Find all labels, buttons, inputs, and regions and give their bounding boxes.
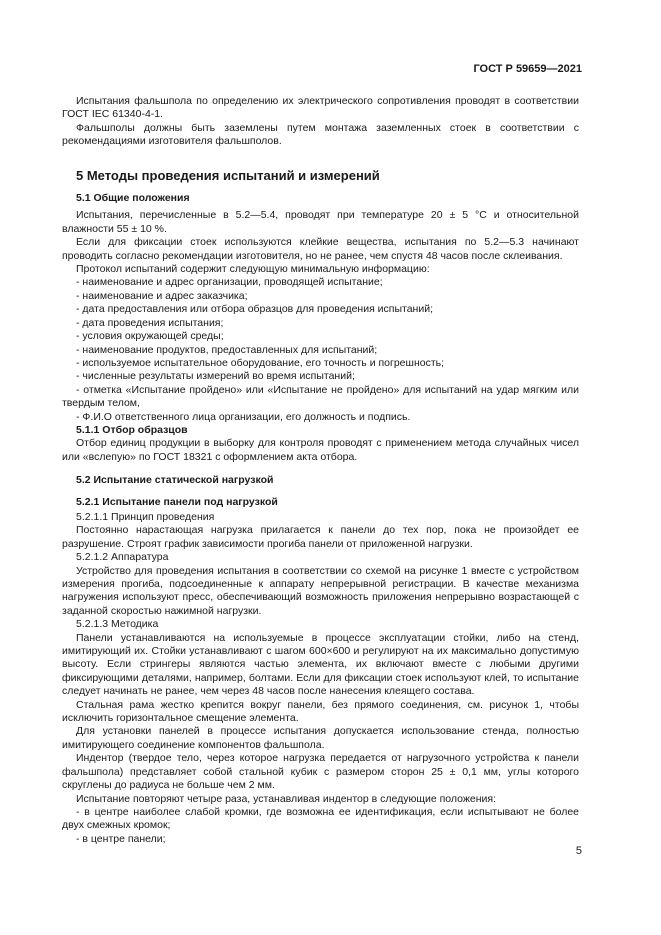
section-5-2-1-2-paragraph: Устройство для проведения испытания в соответствии со схемой на рисунке 1 вместе с устройством измерения прогиба, подсоединенные к аппарату непрерывной регистрации. В качестве механизма нагружения используют пресс, обеспечивающий возможность приложения непрерывно возрастающей с заданной скоростью нажимной нагрузки. [62, 564, 579, 617]
document-code-header: ГОСТ Р 59659—2021 [473, 63, 582, 75]
section-5-2-1-3-paragraph-3: Для установки панелей в процессе испытания допускается использование стенда, полностью имитирующего соединение компонентов фальшпола. [62, 725, 579, 751]
section-5-1-heading: 5.1 Общие положения [76, 192, 190, 205]
intro-paragraph-1: Испытания фальшпола по определению их электрического сопротивления проводят в соответствии ГОСТ IEC 61340-4-1. [62, 95, 579, 121]
page-content [62, 95, 579, 846]
section-5-2-1-3-heading: 5.2.1.3 Методика [76, 618, 159, 631]
protocol-list-item: - Ф.И.О ответственного лица организации, его должность и подпись. [76, 410, 411, 423]
protocol-list-item: - отметка «Испытание пройдено» или «Испытание не пройдено» для испытаний на удар мягким или твердым телом, [62, 383, 579, 410]
section-5-2-1-1-paragraph: Постоянно нарастающая нагрузка прилагается к панели до тех пор, пока не произойдет ее разрушение. Строят график зависимости прогиба панели от приложенной нагрузки. [62, 524, 579, 550]
protocol-list-item: - условия окружающей среды; [76, 330, 224, 343]
protocol-list-item: - численные результаты измерений во время испытаний; [76, 370, 355, 383]
section-5-2-1-heading: 5.2.1 Испытание панели под нагрузкой [76, 495, 278, 508]
section-5-2-1-2-heading: 5.2.1.2 Аппаратура [76, 551, 169, 564]
protocol-list-item: - наименование продуктов, предоставленных для испытаний; [76, 343, 378, 356]
section-5-1-paragraph-2: Если для фиксации стоек используются клейкие вещества, испытания по 5.2—5.3 начинают проводить согласно рекомендации изготовителя, но не ранее, чем спустя 48 часов после склеивания. [62, 236, 579, 262]
protocol-list-item: - дата предоставления или отбора образцов для проведения испытаний; [76, 303, 433, 316]
position-list-item: - в центре наиболее слабой кромки, где возможна ее идентификация, если испытывают не более двух смежных кромок; [62, 805, 579, 832]
section-5-1-paragraph-3: Протокол испытаний содержит следующую минимальную информацию: [76, 263, 430, 276]
protocol-list-item: - наименование и адрес заказчика; [76, 289, 248, 302]
section-5-2-1-3-paragraph-5: Испытание повторяют четыре раза, устанавливая индентор в следующие положения: [76, 792, 497, 805]
section-5-1-1-heading: 5.1.1 Отбор образцов [76, 423, 188, 436]
section-5-2-1-3-paragraph-2: Стальная рама жестко крепится вокруг панели, без прямого соединения, см. рисунок 1, чтобы исключить горизонтальное смещение элемента. [62, 698, 579, 725]
protocol-list-item: - наименование и адрес организации, проводящей испытание; [76, 276, 383, 289]
protocol-list-item: - используемое испытательное оборудование, его точность и погрешность; [76, 356, 445, 369]
section-5-2-heading: 5.2 Испытание статической нагрузкой [76, 474, 274, 487]
section-5-1-1-paragraph: Отбор единиц продукции в выборку для контроля проводят с применением метода случайных чисел или «вслепую» по ГОСТ 18321 с оформлением акта отбора. [62, 437, 579, 463]
intro-paragraph-2: Фальшполы должны быть заземлены путем монтажа заземленных стоек в соответствии с рекомендациями изготовителя фальшполов. [62, 121, 579, 148]
section-5-2-1-1-heading: 5.2.1.1 Принцип проведения [76, 510, 215, 523]
position-list-item: - в центре панели; [76, 832, 166, 845]
page-number: 5 [575, 845, 582, 857]
section-5-1-paragraph-1: Испытания, перечисленные в 5.2—5.4, проводят при температуре 20 ± 5 °C и относительной влажности 55 ± 10 %. [62, 209, 579, 235]
protocol-list-item: - дата проведения испытания; [76, 316, 224, 329]
section-5-heading: 5 Методы проведения испытаний и измерений [76, 167, 380, 183]
section-5-2-1-3-paragraph-4: Индентор (твердое тело, через которое нагрузка передается от нагрузочного устройства к панели фальшпола) представляет собой стальной кубик с размером сторон 25 ± 0,1 мм, углы которого скруглены до радиуса не больше чем 2 мм. [62, 752, 579, 792]
section-5-2-1-3-paragraph-1: Панели устанавливаются на используемые в процессе эксплуатации стойки, либо на стенд, имитирующий их. Стойки устанавливают с шагом 600×600 и регулируют на их максимально допустимую высоту. Если стрингеры являются частью элемента, их включают вместе с любыми другими фиксирующими деталями, например, болтами. Если для фиксации стоек используют клей, то испытание следует начинать не ранее, чем через 48 часов после нанесения клеящего состава. [62, 631, 579, 698]
